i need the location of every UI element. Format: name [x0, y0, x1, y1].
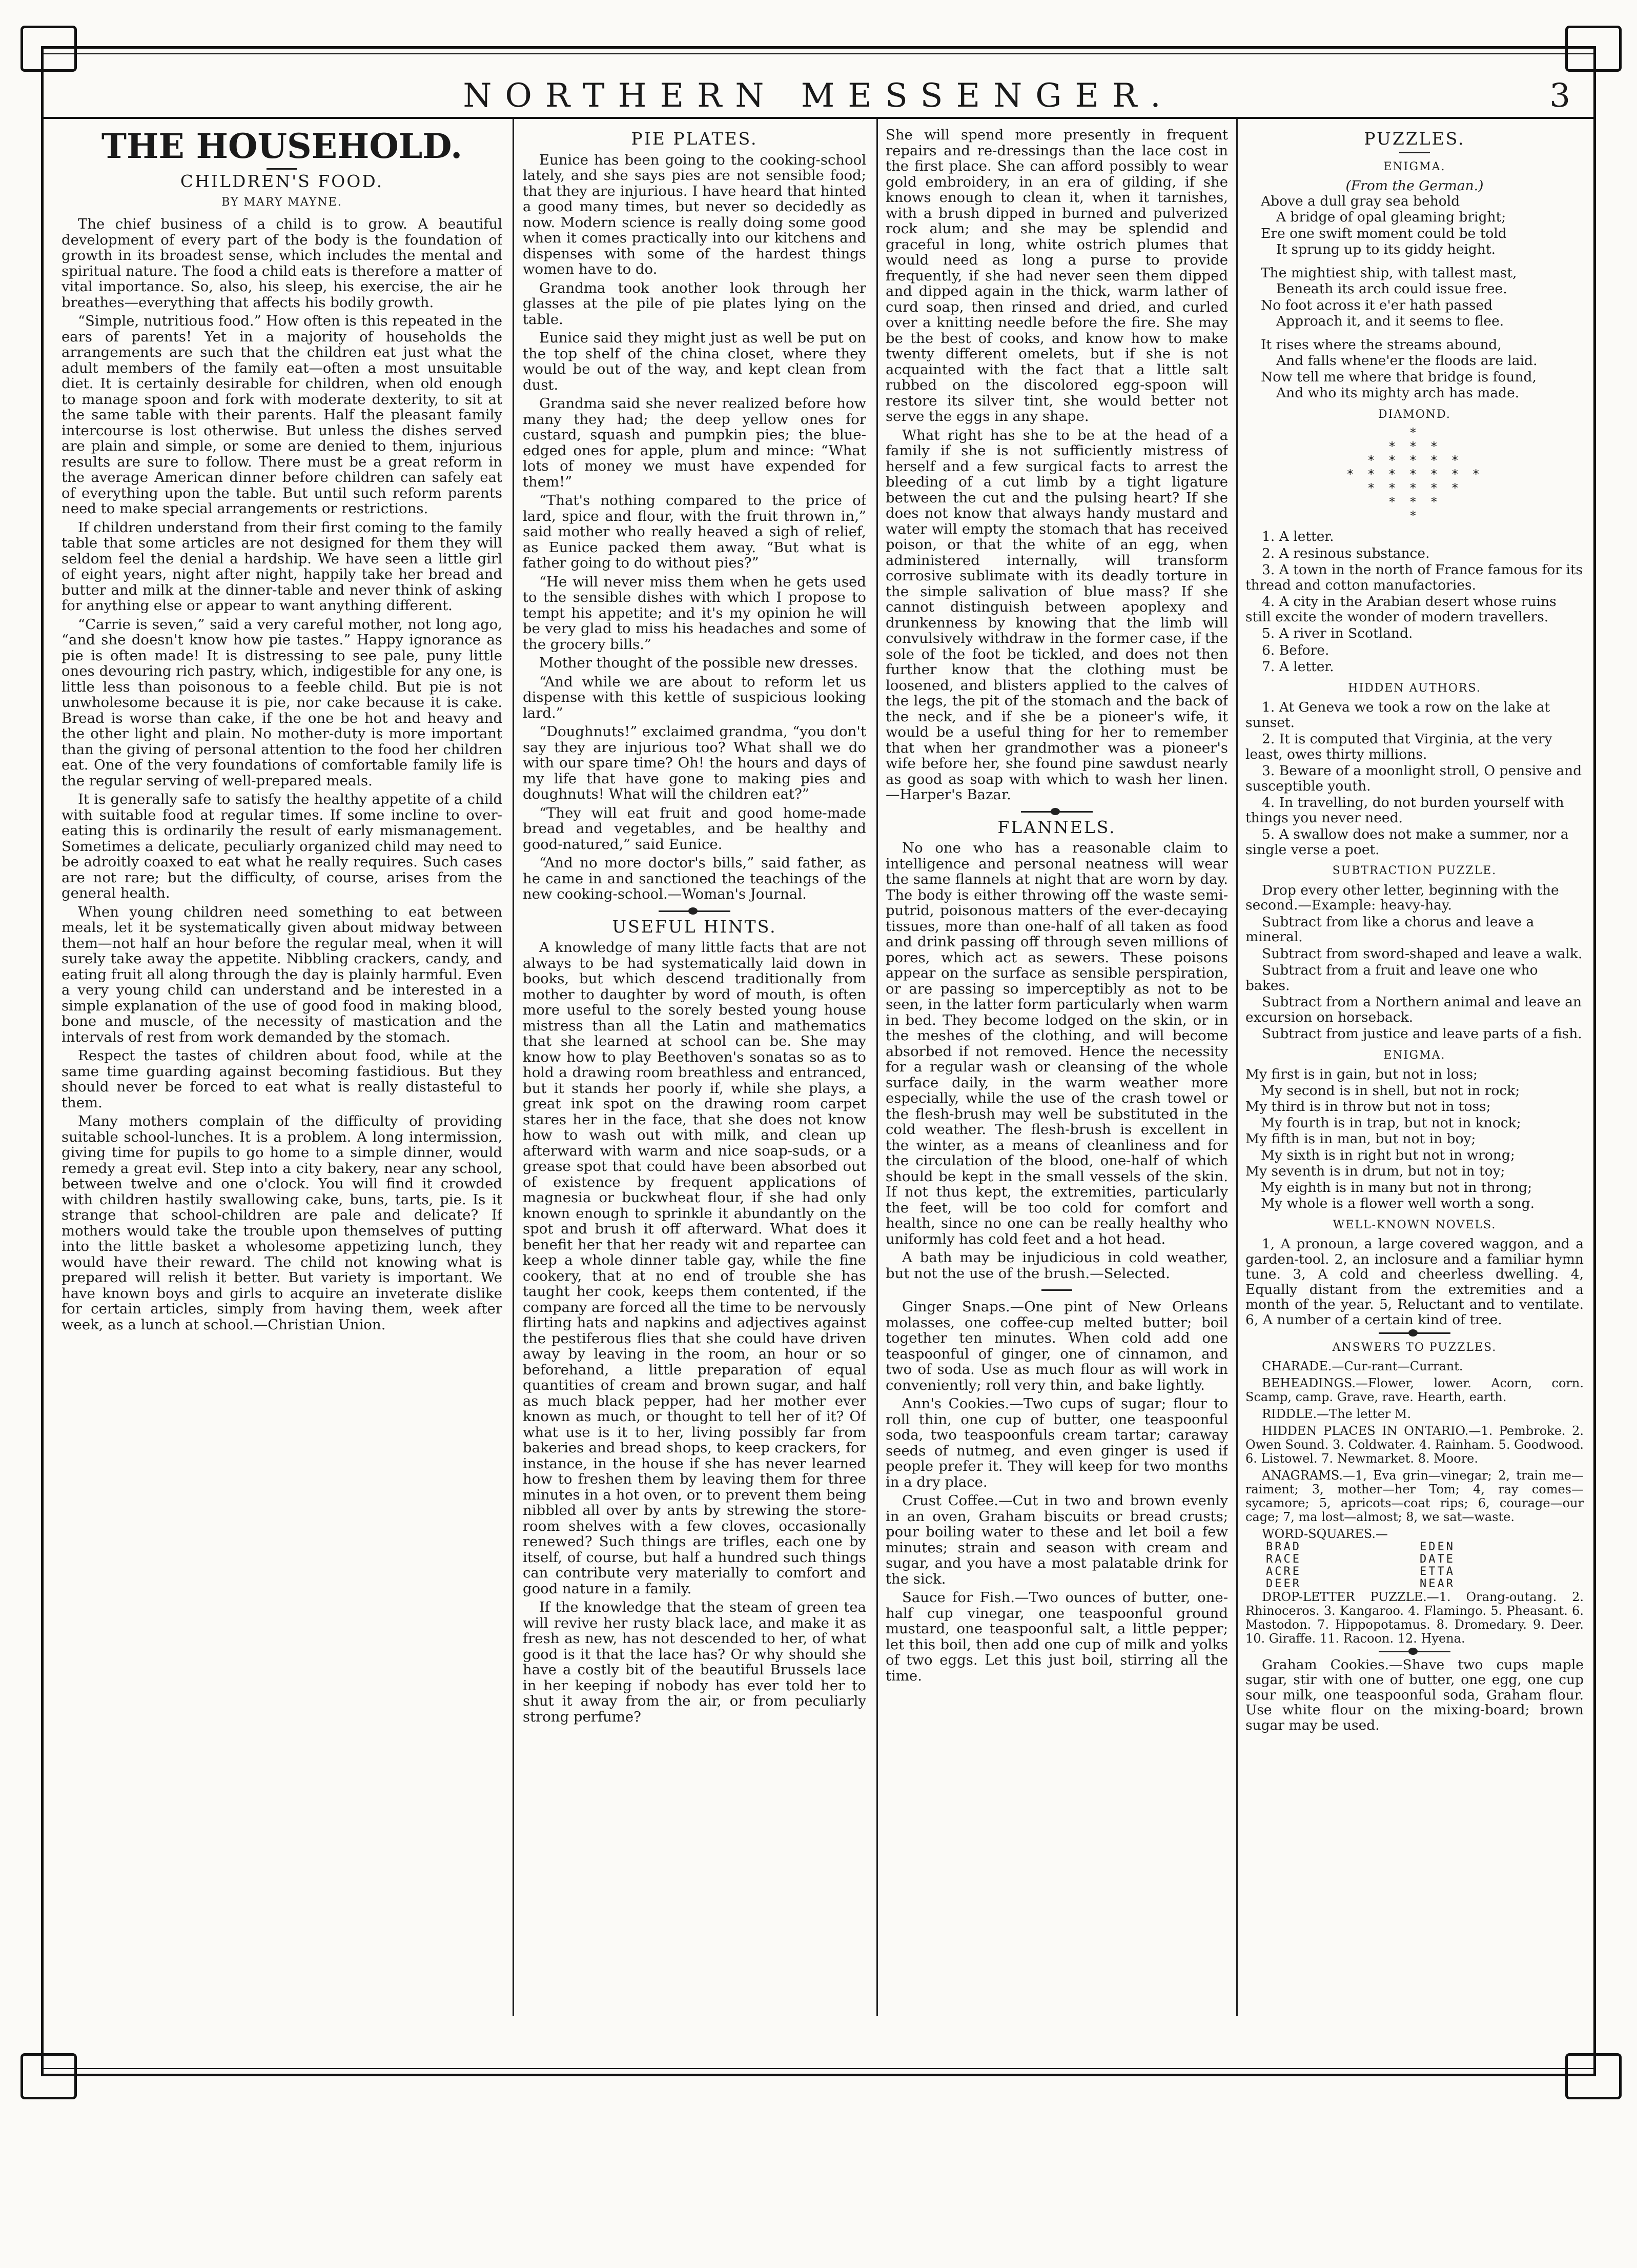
- diamond-row: * * * * *: [1367, 481, 1462, 495]
- clue: Subtract from sword-shaped and leave a walk.: [1262, 945, 1583, 962]
- word: BRAD: [1266, 1540, 1301, 1553]
- word: EDEN: [1420, 1540, 1455, 1553]
- separator-ornament: [659, 910, 730, 912]
- paragraph: Eunice has been going to the cooking-school lately, and she says pies are not sensible food; that they are injurious. I have heard that hinted a good many times, but never so decidedly as now. Modern science is really doing some good when it comes practically into our kitchens and dispenses with some of the hardest things women have to do.: [523, 151, 866, 277]
- clue: 3. Beware of a moonlight stroll, O pensive and susceptible youth.: [1245, 763, 1582, 794]
- puzzle-label: ENIGMA.: [1383, 160, 1446, 173]
- clue: 2. A resinous substance.: [1262, 545, 1430, 561]
- column-pie-plates: [523, 127, 866, 2019]
- verse-line: Ere one swift moment could be told: [1261, 225, 1507, 241]
- corner-ornament-bottom-right: [1565, 2053, 1622, 2099]
- paragraph: “Simple, nutritious food.” How often is this repeated in the ears of parents! Yet in a majority of households the arrangements are such that the children eat just what the adult members of the family eat—often a most unsuitable diet. It is certainly desirable for children, when old enough to manage spoon and fork with moderate dexterity, to sit at the same table with their parents. Half the pleasant family intercourse is lost otherwise. But unless the dishes served are plain and simple, or some are denied to them, injurious results are sure to follow. There must be a great reform in the average American dinner before children can safely eat of everything upon the table. But until such reform parents need to make special arrangements or restrictions.: [62, 313, 502, 517]
- diamond-row: *: [1409, 426, 1420, 440]
- clue: 6. Before.: [1262, 642, 1329, 658]
- verse-line: Now tell me where that bridge is found,: [1261, 369, 1537, 385]
- paragraph: “And no more doctor's bills,” said father, as he came in and sanctioned the teachings of the new cooking-school.—Woman's Journal.: [523, 855, 866, 902]
- answer: CHARADE.—Cur-rant—Currant.: [1262, 1359, 1463, 1373]
- section-heading: THE HOUSEHOLD.: [101, 127, 463, 166]
- recipe: Ginger Snaps.—One pint of New Orleans molasses, one coffee-cup melted butter; boil together ten minutes. When cold add one teaspoonful of ginger, one of cinnamon, and two of soda. Use as much flour as will work in conveniently; roll very thin, and bake lightly.: [886, 1299, 1228, 1393]
- puzzle-label: WELL-KNOWN NOVELS.: [1333, 1218, 1497, 1231]
- header-bottom-rule: [41, 117, 1596, 119]
- word-squares-label: WORD-SQUARES.—: [1262, 1526, 1388, 1541]
- paragraph: If the knowledge that the steam of green tea will revive her rusty black lace, and make it as fresh as new, has not descended to her, of what good is it that the lace has? Or why should she have a costly bit of the beautiful Brussels lace in her keeping if nobody has ever told her to shut it away from the air, or from peculiarly strong perfume?: [523, 1599, 866, 1725]
- paragraph: Grandma said she never realized before how many they had; the deep yellow ones for custard, squash and pumpkin pies; the blue-edged ones for apple, plum and mince: “What lots of money we must have expended for them!”: [523, 395, 866, 490]
- verse-line: My eighth is in many but not in throng;: [1261, 1179, 1532, 1196]
- clue: 1. A letter.: [1262, 529, 1334, 544]
- verse-line: And who its mighty arch has made.: [1276, 385, 1520, 401]
- verse-line: It sprung up to its giddy height.: [1276, 241, 1496, 257]
- answer: ANAGRAMS.—1, Eva grin—vinegar; 2, train me—raiment; 3, mother—her Tom; 4, ray comes—sycamore; 5, apricots—coat rips; 6, courage—our cage; 7, ma lost—almost; 8, we sat—waste.: [1245, 1468, 1584, 1524]
- answer: BEHEADINGS.—Flower, lower. Acorn, corn. Scamp, camp. Grave, rave. Hearth, earth.: [1245, 1375, 1584, 1404]
- page-number: 3: [1549, 77, 1570, 115]
- paragraph: The chief business of a child is to grow. A beautiful development of every part of the body is the foundation of growth in its broadest sense, which includes the mental and spiritual nature. The food a child eats is therefore a matter of vital importance. So, also, his sleep, his exercise, the air he breathes—everything that affects his bodily growth.: [62, 216, 502, 311]
- paragraph: A bath may be injudicious in cold weather, but not the use of the brush.—Selected.: [886, 1249, 1228, 1282]
- puzzle-label: DIAMOND.: [1378, 408, 1451, 421]
- recipe: Crust Coffee.—Cut in two and brown evenly in an oven, Graham biscuits or bread crusts; pour boiling water to these and let boil a few minutes; strain and season with cream and sugar, and you have a most palatable drink for the sick.: [886, 1492, 1228, 1587]
- word-square-row: [1266, 1553, 1584, 1566]
- verse-line: My second is in shell, but not in rock;: [1261, 1082, 1520, 1099]
- word: RACE: [1266, 1552, 1301, 1566]
- paragraph: A knowledge of many little facts that are not always to be had systematically laid down in books, but which descend traditionally from mother to daughter by word of mouth, is often more useful to the sorely bested young house mistress than all the Latin and mathematics that she learned at school can be. She may know how to play Beethoven's sonatas so as to hold a drawing room breathless and entranced, but it stands her poorly if, while she plays, a great ink spot on the drawing room carpet stares her in the face, that she does not know how to wash out with milk, and clean up afterward with warm and nice soap-suds, or a grease spot that could have been absorbed out of existence by frequent applications of magnesia or buckwheat flour, if she had only known enough to sprinkle it abundantly on the spot and brush it off afterward. What does it benefit her that her ready wit and repartee can keep a whole dinner table gay, while the fine cookery, that at no end of trouble she has taught her cook, keeps them contented, if the company are forced all the time to be nervously flirting hats and napkins and adjectives against the pestiferous flies that she could have driven away by leaving in the room, an hour or so beforehand, a little preparation of equal quantities of cream and brown sugar, and half as much black pepper, had her mother ever known as much, or thought to tell her of it? Of what use is it to her, living possibly far from bakeries and bread shops, to keep crackers, for instance, in the house if she has never learned how to freshen them by leaving them for three minutes in a hot oven, or to prevent them being nibbled all over by ants by strewing the store-room shelves with a few cloves, occasionally renewed? Such things are trifles, each one by itself, of course, but half a hundred such things can contribute very materially to comfort and good nature in a family.: [523, 939, 866, 1597]
- verse-line: My fourth is in trap, but not in knock;: [1261, 1115, 1521, 1131]
- verse-line: My fifth is in man, but not in boy;: [1245, 1131, 1476, 1147]
- diamond-row: * * * * * * *: [1346, 467, 1483, 481]
- paragraph: What right has she to be at the head of a family if she is not sufficiently mistress of herself and a few surgical facts to arrest the bleeding of a cut limb by a tight ligature between the cut and the pulsing heart? If she does not know that always handy mustard and water will empty the stomach that has received poison, or that the white of an egg, when administered internally, will transform corrosive sublimate with its deadly torture in the simple salivation of blue mass? If she cannot distinguish between apoplexy and drunkenness by knowing that the limb will convulsively withdraw in the former case, if the sole of the foot be tickled, and does not then further know that the clothing must be loosened, and blisters applied to the calves of the legs, the pit of the stomach and the back of the neck, and if she be a pioneer's wife, it would be a useful thing for her to remember that when her grandmother was a pioneer's wife before her, she found pine sawdust nearly as good as soap with which to wash her linen.—Harper's Bazar.: [886, 427, 1228, 803]
- clue: 4. In travelling, do not burden yourself with things you never need.: [1245, 795, 1564, 826]
- clue: Subtract from like a chorus and leave a mineral.: [1245, 914, 1534, 945]
- diamond-row: * * * * *: [1367, 453, 1462, 468]
- bottom-border-rule-inner: [41, 2068, 1596, 2069]
- verse-line: My first is in gain, but not in loss;: [1245, 1066, 1478, 1082]
- paragraph: Grandma took another look through her glasses at the pile of pie plates lying on the table.: [523, 279, 866, 328]
- word: ACRE: [1266, 1565, 1301, 1578]
- top-border-rule: [41, 46, 1596, 49]
- corner-ornament-bottom-left: [21, 2053, 77, 2099]
- clue: 5. A swallow does not make a summer, nor a single verse a poet.: [1245, 826, 1569, 858]
- column-divider: [1236, 119, 1238, 2016]
- section-title: PUZZLES.: [1364, 129, 1465, 149]
- puzzle-intro: Drop every other letter, beginning with the second.—Example: heavy-hay.: [1245, 882, 1559, 913]
- article-title: PIE PLATES.: [631, 129, 758, 149]
- word: DATE: [1420, 1552, 1455, 1566]
- column-divider: [513, 119, 514, 2016]
- verse-line: My whole is a flower well worth a song.: [1261, 1196, 1535, 1211]
- verse-line: Approach it, and it seems to flee.: [1276, 313, 1504, 329]
- recipe: Sauce for Fish.—Two ounces of butter, one-half cup vinegar, one teaspoonful ground mustard, one teaspoonful salt, a little pepper; let this boil, then add one cup of milk and yolks of two eggs. Let this just boil, stirring all the time.: [886, 1589, 1228, 1684]
- verse-line: And falls whene'er the floods are laid.: [1276, 353, 1538, 369]
- clue: 4. A city in the Arabian desert whose ruins still excite the wonder of modern travellers.: [1245, 594, 1557, 625]
- word-square-row: [1266, 1578, 1584, 1590]
- left-border-rule: [41, 46, 44, 2076]
- paragraph: “Carrie is seven,” said a very careful mother, not long ago, “and she doesn't know how pie tastes.” Happy ignorance as pie is often made! It is distressing to see pale, puny little ones devouring rich pastry, which, indigestible for any one, is little less than poisonous to a feeble child. But pie is not unwholesome because it is pie, nor cake because it is cake. Bread is worse than cake, if the one be hot and heavy and the other light and plain. No mother-duty is more important than the giving of personal attention to the food her children eat. One of the very foundations of comfortable family life is the regular serving of well-prepared meals.: [62, 616, 502, 789]
- column-divider: [876, 119, 878, 2016]
- separator-ornament: [1021, 811, 1093, 813]
- paragraph: When young children need something to eat between meals, let it be systematically given about midway between them—not half an hour before the regular meal, when it will surely take away the appetite. Nibbling crackers, candy, and eating fruit all along through the day is plainly harmful. Even a very young child can understand and be interested in a simple explanation of the use of good food in making blood, bone and muscle, of the necessity of mastication and the intervals of rest from work demanded by the stomach.: [62, 903, 502, 1045]
- verse-line: A bridge of opal gleaming bright;: [1276, 209, 1506, 225]
- separator-ornament: [1379, 1332, 1450, 1334]
- puzzle-label: SUBTRACTION PUZZLE.: [1332, 864, 1497, 877]
- verse-line: Beneath its arch could issue free.: [1276, 281, 1507, 297]
- verse-line: It rises where the streams abound,: [1261, 336, 1502, 353]
- article-title: CHILDREN'S FOOD.: [180, 171, 384, 191]
- paragraph: It is generally safe to satisfy the healthy appetite of a child with suitable food at regular times. If some incline to over-eating this is ordinarily the result of early mismanagement. Sometimes a delicate, peculiarly organized child may need to be adroitly coaxed to eat what he really requires. Such cases are not rare; but the difficulty, of course, arises from the general health.: [62, 791, 502, 901]
- verse-line: Above a dull gray sea behold: [1261, 193, 1460, 209]
- word: NEAR: [1420, 1577, 1455, 1590]
- recipe: Ann's Cookies.—Two cups of sugar; flour to roll thin, one cup of butter, one teaspoonful soda, two teaspoonfuls cream tartar; caraway seeds of nutmeg, and even ginger is used if people prefer it. They will keep for two months in a dry place.: [886, 1395, 1228, 1490]
- paragraph: “Doughnuts!” exclaimed grandma, “you don't say they are injurious too? What shall we do with our spare time? Oh! the hours and days of my life that have gone to making pies and doughnuts! What will the children eat?”: [523, 723, 866, 802]
- clue: 2. It is computed that Virginia, at the very least, owes thirty millions.: [1245, 731, 1552, 762]
- paragraph: Mother thought of the possible new dresses.: [539, 655, 858, 671]
- word-square-row: [1266, 1566, 1584, 1578]
- word-square-row: [1266, 1541, 1584, 1553]
- dash-rule: [1041, 1289, 1072, 1291]
- clue: 5. A river in Scotland.: [1262, 625, 1413, 641]
- clue: Subtract from justice and leave parts of a fish.: [1262, 1026, 1582, 1042]
- enigma-source: (From the German.): [1345, 178, 1484, 194]
- masthead-title: NORTHERN MESSENGER.: [463, 77, 1174, 115]
- dash-rule: [267, 168, 297, 170]
- clue: Subtract from a fruit and leave one who bakes.: [1245, 962, 1538, 994]
- clue: 7. A letter.: [1262, 659, 1334, 675]
- byline: BY MARY MAYNE.: [221, 195, 342, 209]
- answer: RIDDLE.—The letter M.: [1262, 1406, 1411, 1421]
- separator-ornament: [1379, 1651, 1450, 1652]
- clue: Subtract from a Northern animal and leave an excursion on horseback.: [1245, 994, 1582, 1025]
- verse-line: My third is in throw but not in toss;: [1245, 1099, 1491, 1115]
- corner-ornament-top-left: [21, 26, 77, 72]
- answer: HIDDEN PLACES IN ONTARIO.—1. Pembroke. 2. Owen Sound. 3. Coldwater. 4. Rainham. 5. Goodwood. 6. Listowel. 7. Newmarket. 8. Moore.: [1245, 1423, 1584, 1466]
- diamond-row: * * *: [1388, 439, 1441, 454]
- paragraph: “That's nothing compared to the price of lard, spice and flour, with the fruit thrown in,” said mother who really heaved a sigh of relief, as Eunice packed them away. “But what is father going to do without pies?”: [523, 492, 866, 571]
- puzzle-label: HIDDEN AUTHORS.: [1348, 681, 1481, 695]
- diamond-figure: [1245, 426, 1584, 523]
- verse-line: My seventh is in drum, but not in toy;: [1245, 1163, 1505, 1179]
- paragraph: “They will eat fruit and good home-made bread and vegetables, and be healthy and good-natured,” said Eunice.: [523, 804, 866, 853]
- dash-rule: [1399, 152, 1430, 153]
- clue: 1. At Geneva we took a row on the lake at sunset.: [1245, 699, 1550, 731]
- paragraph: Respect the tastes of children about food, while at the same time guarding against becoming fastidious. But they should never be forced to eat what is really distasteful to them.: [62, 1047, 502, 1111]
- verse-line: My sixth is in right but not in wrong;: [1261, 1147, 1515, 1163]
- paragraph: Many mothers complain of the difficulty of providing suitable school-lunches. It is a problem. A long intermission, giving time for pupils to go home to a simple dinner, would remedy a great evil. Step into a city bakery, near any school, between twelve and one o'clock. You will find it crowded with children hastily swallowing cake, buns, tarts, pie. Is it strange that school-children are pale and delicate? If mothers would take the trouble upon themselves of putting into the little basket a wholesome appetizing lunch, they would have their reward. The child not knowing what is prepared will relish it better. But variety is important. We have known boys and girls to acquire an inveterate dislike for certain articles, simply from having them, week after week, as a lunch at school.—Christian Union.: [62, 1113, 502, 1333]
- diamond-row: *: [1409, 509, 1420, 523]
- puzzle-text: 1, A pronoun, a large covered waggon, and a garden-tool. 2, an inclosure and a familiar hymn tune. 3, A cold and cheerless dwelling. 4, Equally distant from the extremities and a month of the year. 5, Reluctant and to ventilate. 6, A number of a certain kind of tree.: [1245, 1236, 1584, 1328]
- paragraph: She will spend more presently in frequent repairs and re-dressings than the lace cost in the first place. She can afford possibly to wear gold embroidery, in an era of gilding, if she knows enough to clean it, when it tarnishes, with a brush dipped in burned and pulverized rock alum; and she may be splendid and graceful in long, white ostrich plumes that would need as long a purse to provide frequently, if she had never seen them dipped and dipped again in the thick, warm lather of curd soap, then rinsed and dried, and curled over a knitting needle before the fire. She may be the best of cooks, and know how to make twenty different omelets, but if she is not acquainted with the fact that a little salt rubbed on the discolored egg-spoon will restore its silver tint, she would better not serve the eggs in any shape.: [886, 127, 1228, 424]
- corner-ornament-top-right: [1565, 26, 1622, 72]
- verse-line: The mightiest ship, with tallest mast,: [1261, 265, 1517, 281]
- word: ETTA: [1420, 1565, 1455, 1578]
- diamond-row: * * *: [1388, 495, 1441, 509]
- word: DEER: [1266, 1577, 1301, 1590]
- paragraph: No one who has a reasonable claim to intelligence and personal neatness will wear the same flannels at night that are worn by day. The body is either throwing off the waste semi-putrid, poisonous matters of the ever-decaying tissues, more than one-half of all taken as food and drink passing off through seven millions of pores, which act as sewers. These poisons appear on the surface as sensible perspiration, or are passing so imperceptibly as not to be seen, in the latter form particularly when warm in bed. They become lodged on the skin, or in the meshes of the clothing, and will become absorbed if not removed. Hence the necessity for a regular wash or cleansing of the whole surface daily, in the warm weather more especially, while the use of the crash towel or the flesh-brush may well be substituted in the cold weather. The flesh-brush is excellent in the winter, as a means of cleanliness and for the circulation of the blood, one-half of which should be kept in the small vessels of the skin. If not thus kept, the extremities, particularly the feet, will be too cold for comfort and health, since no one can be really healthy who uniformly has cold feet and a hot head.: [886, 840, 1228, 1247]
- paragraph: “He will never miss them when he gets used to the sensible dishes with which I propose to tempt his appetite; and it's my opinion he will be very glad to miss his headaches and some of the grocery bills.”: [523, 573, 866, 653]
- answer: DROP-LETTER PUZZLE.—1. Orang-outang. 2. Rhinoceros. 3. Kangaroo. 4. Flamingo. 5. Pheasant. 6. Mastodon. 7. Hippopotamus. 8. Dromedary. 9. Deer. 10. Giraffe. 11. Racoon. 12. Hyena.: [1245, 1589, 1584, 1646]
- column-puzzles: [1245, 127, 1584, 2019]
- right-border-rule: [1593, 46, 1596, 2076]
- paragraph: If children understand from their first coming to the family table that some articles are not designed for them they will seldom feel the denial a hardship. We have seen a little girl of eight years, night after night, happily take her bread and butter and milk at the dinner-table and never think of asking for anything else or appear to want anything different.: [62, 519, 502, 614]
- article-title: FLANNELS.: [997, 817, 1116, 837]
- column-household: [62, 127, 502, 2019]
- paragraph: “And while we are about to reform let us dispense with this kettle of suspicious looking lard.”: [523, 673, 866, 721]
- column-flannels: [886, 127, 1228, 2019]
- bottom-border-rule: [41, 2074, 1596, 2076]
- clue: 3. A town in the north of France famous for its thread and cotton manufactories.: [1245, 562, 1583, 593]
- top-border-rule-inner: [41, 53, 1596, 54]
- recipe: Graham Cookies.—Shave two cups maple sugar, stir with one of butter, one egg, one cup sour milk, one teaspoonful soda, Graham flour. Use white flour on the mixing-board; brown sugar may be used.: [1245, 1656, 1584, 1733]
- puzzle-label: ANSWERS TO PUZZLES.: [1332, 1341, 1497, 1354]
- verse-line: No foot across it e'er hath passed: [1261, 297, 1493, 313]
- article-title: USEFUL HINTS.: [612, 916, 777, 937]
- puzzle-label: ENIGMA.: [1383, 1048, 1446, 1062]
- paragraph: Eunice said they might just as well be put on the top shelf of the china closet, where they would be out of the way, and kept clean from dust.: [523, 330, 866, 393]
